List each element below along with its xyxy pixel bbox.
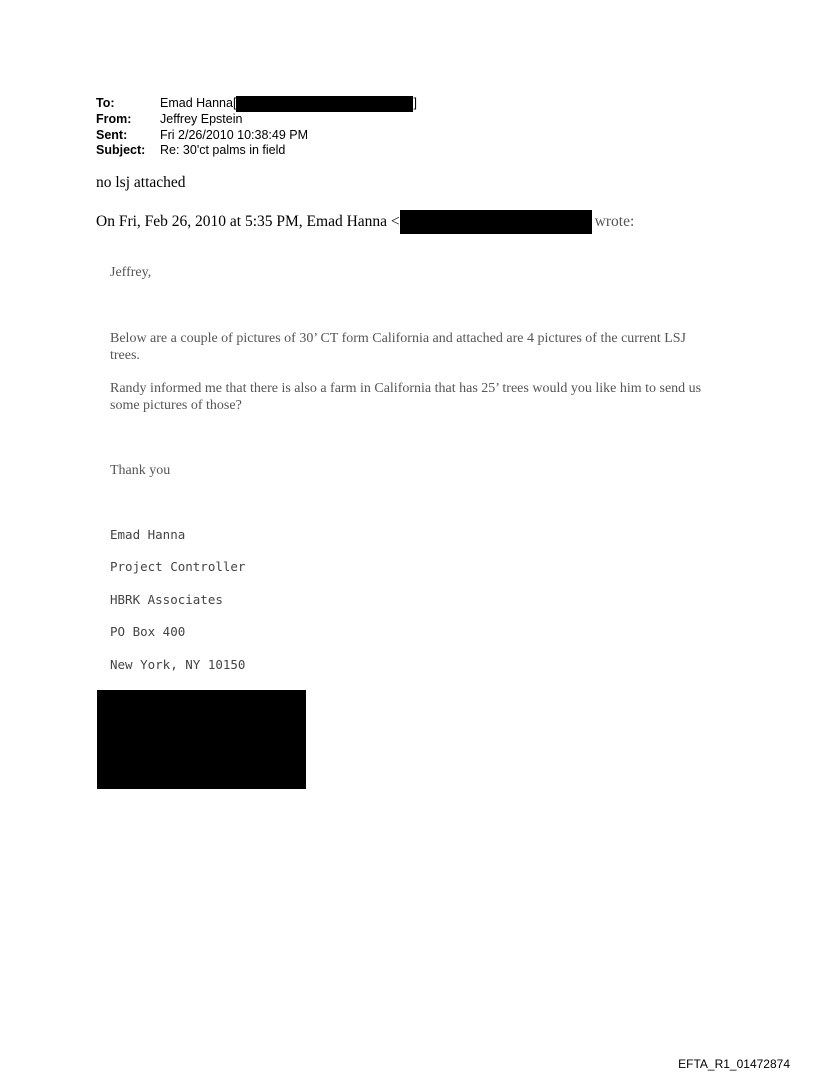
- redaction-sender-email: [400, 210, 592, 234]
- signature-address-line2: New York, NY 10150: [110, 657, 246, 672]
- sent-value: Fri 2/26/2010 10:38:49 PM: [160, 127, 309, 142]
- quoted-paragraph-1: Below are a couple of pictures of 30’ CT form California and attached are 4 pictures of the current LSJ trees.: [110, 331, 686, 363]
- signature-title: Project Controller: [110, 559, 246, 574]
- reply-text: no lsj attached: [96, 174, 186, 191]
- header-from-row: [96, 112, 417, 128]
- from-label: From:: [96, 112, 132, 126]
- to-name: Emad Hanna[: [160, 96, 237, 111]
- signature-company: HBRK Associates: [110, 592, 223, 607]
- subject-label: Subject:: [96, 143, 146, 157]
- quote-intro-text: On Fri, Feb 26, 2010 at 5:35 PM, Emad Hanna <: [96, 213, 400, 230]
- quoted-paragraph-2: Randy informed me that there is also a farm in California that has 25’ trees would you like him to send us some pictures of those?: [110, 381, 702, 413]
- document-id-footer: EFTA_R1_01472874: [678, 1057, 790, 1071]
- sent-label: Sent:: [96, 127, 128, 142]
- to-value: [160, 96, 417, 112]
- from-value: Jeffrey Epstein: [160, 112, 243, 126]
- subject-value: Re: 30'ct palms in field: [160, 143, 286, 157]
- redaction-to-email: [236, 96, 413, 112]
- to-label: To:: [96, 96, 115, 110]
- redaction-block: [97, 690, 306, 789]
- quote-intro: [96, 210, 634, 234]
- header-sent-row: [96, 128, 417, 144]
- header-to-row: [96, 96, 417, 112]
- quoted-closing: Thank you: [110, 463, 171, 478]
- signature-name: Emad Hanna: [110, 527, 186, 542]
- header-subject-row: [96, 143, 417, 159]
- signature-address-line1: PO Box 400: [110, 624, 186, 639]
- quote-intro-wrote: wrote:: [594, 213, 635, 230]
- to-bracket: ]: [413, 96, 417, 111]
- quoted-greeting: Jeffrey,: [110, 265, 152, 280]
- email-header: [96, 96, 417, 159]
